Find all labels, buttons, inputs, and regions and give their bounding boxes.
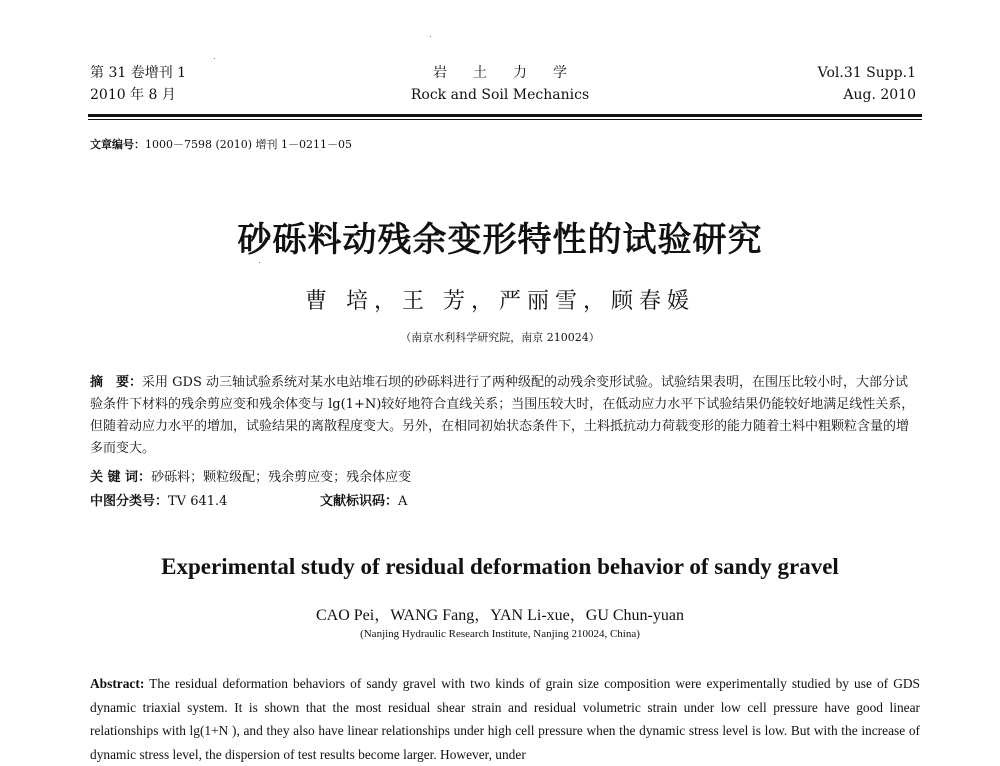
header-rule-thin (88, 119, 922, 120)
issue-date-en: Aug. 2010 (843, 87, 916, 103)
document-code (320, 492, 407, 512)
affiliation-cn: （南京水利科学研究院，南京 210024） (400, 331, 600, 344)
journal-name-en: Rock and Soil Mechanics (410, 87, 590, 103)
classification-value: TV 641.4 (168, 494, 228, 509)
article-number-label: 文章编号： (90, 138, 145, 151)
abstract-en (90, 672, 920, 766)
document-code-label: 文献标识码： (320, 494, 399, 509)
journal-name-cn: 岩土力学 (433, 65, 593, 81)
article-number (90, 136, 352, 152)
affiliation-en: (Nanjing Hydraulic Research Institute, Nanjing 210024, China) (360, 628, 640, 640)
keywords-cn-text: 砂砾料；颗粒级配；残余剪应变；残余体应变 (151, 470, 412, 485)
paper-title-cn: 砂砾料动残余变形特性的试验研究 (237, 220, 763, 260)
scan-speck (259, 262, 260, 263)
authors-cn: 曹 培，王 芳，严丽雪，顾春媛 (305, 289, 695, 314)
classification-number (90, 492, 227, 512)
issue-volume: 第 31 卷增刊 1 (90, 65, 187, 81)
journal-issue-info-en (818, 62, 916, 106)
abstract-cn-label: 摘 要： (90, 375, 143, 390)
header-rule-thick (88, 114, 922, 117)
paper-title-en: Experimental study of residual deformation behavior of sandy gravel (161, 554, 839, 579)
abstract-cn-text: 采用 GDS 动三轴试验系统对某水电站堆石坝的砂砾料进行了两种级配的动残余变形试验。试验结果表明，在围压比较小时，大部分试验条件下材料的残余剪应变和残余体变与 lg(1+N)较好地符合直线关系；当围压较大时，在低动应力水平下试验结果仍能较好地满足线性关系，但随着动应力水平的增加，试验结果的离散程度变大。另外，在相同初始状态条件下，土料抵抗动力荷载变形的能力随着土料中粗颗粒含量的增多而变大。 (90, 375, 915, 456)
classification-label: 中图分类号： (90, 494, 169, 509)
authors-en: CAO Pei，WANG Fang，YAN Li-xue，GU Chun-yuan (316, 607, 684, 624)
keywords-cn (90, 468, 411, 488)
issue-date: 2010 年 8 月 (90, 87, 176, 103)
document-code-value: A (398, 494, 408, 509)
scan-speck (214, 58, 215, 59)
abstract-cn (90, 372, 920, 460)
abstract-en-label: Abstract: (90, 676, 145, 691)
scan-speck (430, 36, 431, 37)
keywords-cn-label: 关 键 词： (90, 470, 152, 485)
article-number-value: 1000－7598 (2010) 增刊 1－0211－05 (145, 138, 353, 151)
issue-volume-en: Vol.31 Supp.1 (817, 65, 916, 81)
abstract-en-text: The residual deformation behaviors of sandy gravel with two kinds of grain size composition were experimentally studied by use of GDS dynamic triaxial system. It is shown that the most residual shear strain and residual volumetric strain under low cell pressure have good linear relationships with lg(1+N ), and they also have linear relationships under high cell pressure when the dynamic stress level is low. But with the increase of dynamic stress level, the dispersion of test results become larger. However, under (90, 676, 921, 762)
